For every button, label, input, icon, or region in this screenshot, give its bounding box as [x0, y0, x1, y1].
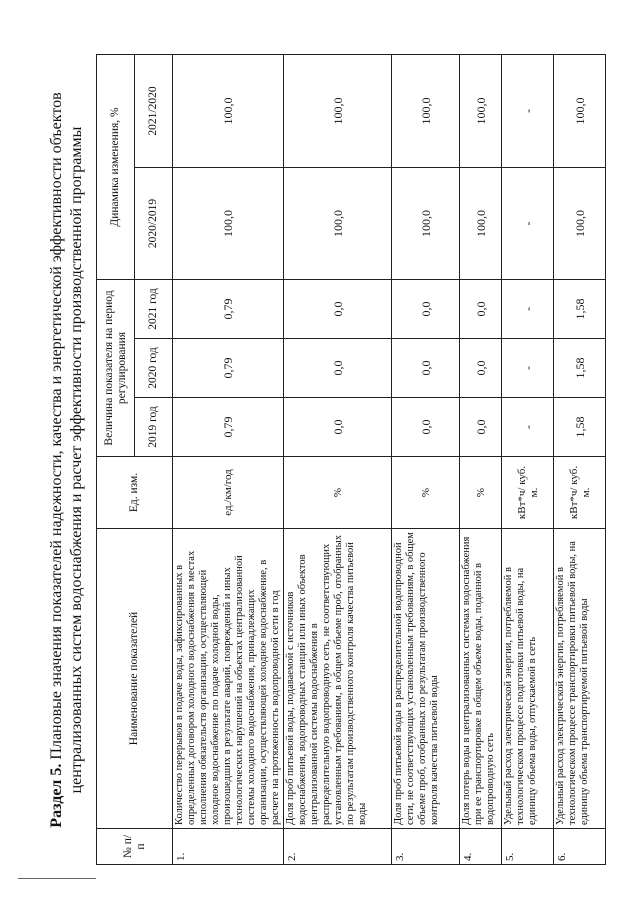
row-value-2020: 0,0: [392, 339, 460, 398]
header-year-2021: 2021 год: [135, 280, 173, 339]
row-value-2020: 1,58: [554, 339, 606, 398]
row-unit: %: [392, 457, 460, 529]
header-dyn-2021-2020: 2021/2020: [135, 55, 173, 168]
row-unit: %: [460, 457, 502, 529]
section-title-line2: централизованных систем водоснабжения и расчет эффективности производственной программы: [68, 126, 85, 794]
row-value-2019: 0,0: [284, 398, 392, 457]
table-row: [460, 55, 502, 865]
row-value-2019: 0,79: [173, 398, 284, 457]
table-row: [173, 55, 284, 865]
row-dyn-2021-2020: -: [502, 55, 554, 168]
table-row: [392, 55, 460, 865]
header-no: № п/п: [97, 829, 173, 865]
row-value-2020: 0,0: [284, 339, 392, 398]
row-number: 6.: [554, 829, 606, 865]
indicators-table: [96, 54, 606, 865]
row-unit: кВт*ч/ куб. м.: [502, 457, 554, 529]
row-name: Удельный расход электрической энергии, потребляемой в технологическом процессе транспортировки питьевой воды, на единицу объема транспортируемой питьевой воды: [554, 529, 606, 829]
row-dyn-2021-2020: 100,0: [173, 55, 284, 168]
row-number: 4.: [460, 829, 502, 865]
row-dyn-2021-2020: 100,0: [284, 55, 392, 168]
rotated-sheet: [40, 55, 600, 865]
section-number: Раздел 5.: [48, 763, 65, 828]
row-value-2021: -: [502, 280, 554, 339]
header-year-2020: 2020 год: [135, 339, 173, 398]
row-number: 3.: [392, 829, 460, 865]
section-title: [48, 55, 66, 865]
row-number: 2.: [284, 829, 392, 865]
row-number: 1.: [173, 829, 284, 865]
row-value-2019: 0,0: [460, 398, 502, 457]
row-value-2020: 0,0: [460, 339, 502, 398]
row-name: Количество перерывов в подаче воды, зафиксированных в определенных договором холодного водоснабжения в местах исполнения обязательств организации, осуществляющей холодное водоснабжение по подаче холодной воды, произошедших в результате аварий, повреждений и иных технологических нарушений на объектах централизованной системы холодного водоснабжения, принадлежащих организации, осуществляющей холодное водоснабжение, в расчете на протяженность водопроводной сети в год: [173, 529, 284, 829]
row-dyn-2020-2019: -: [502, 168, 554, 280]
row-unit: ед./км/год: [173, 457, 284, 529]
header-unit: Ед. изм.: [97, 457, 173, 529]
row-dyn-2021-2020: 100,0: [392, 55, 460, 168]
row-name: Доля проб питьевой воды в распределительной водопроводной сети, не соответствующих установленным требованиям, в общем объеме проб, отобранных по результатам производственного контроля качества питьевой воды: [392, 529, 460, 829]
row-value-2021: 0,79: [173, 280, 284, 339]
header-name: Наименование показателей: [97, 529, 173, 829]
row-dyn-2021-2020: 100,0: [460, 55, 502, 168]
header-dyn-2020-2019: 2020/2019: [135, 168, 173, 280]
table-row: [284, 55, 392, 865]
row-name: Доля потерь воды в централизованных системах водоснабжения при ее транспортировке в общем объеме воды, поданной в водопроводную сеть: [460, 529, 502, 829]
row-value-2021: 0,0: [460, 280, 502, 339]
row-dyn-2020-2019: 100,0: [173, 168, 284, 280]
row-value-2019: 0,0: [392, 398, 460, 457]
row-value-2021: 0,0: [284, 280, 392, 339]
row-value-2021: 0,0: [392, 280, 460, 339]
row-dyn-2020-2019: 100,0: [460, 168, 502, 280]
row-value-2020: 0,79: [173, 339, 284, 398]
footnote-separator: [18, 878, 96, 879]
section-title-text: Плановые значения показателей надежности, качества и энергетической эффективности объектов: [48, 92, 65, 760]
row-value-2020: -: [502, 339, 554, 398]
row-number: 5.: [502, 829, 554, 865]
row-unit: %: [284, 457, 392, 529]
row-name: Доля проб питьевой воды, подаваемой с источников водоснабжения, водопроводных станций или иных объектов централизованной системы водоснабжения в распределительную водопроводную сеть, не соответствующих установленным требованиям, в общем объеме проб, отобранных по результатам производственного контроля качества питьевой воды: [284, 529, 392, 829]
table-row: [502, 55, 554, 865]
row-value-2019: -: [502, 398, 554, 457]
row-unit: кВт*ч/ куб. м.: [554, 457, 606, 529]
table-row: [554, 55, 606, 865]
row-dyn-2020-2019: 100,0: [284, 168, 392, 280]
header-values-group: Величина показателя на период регулирования: [97, 280, 135, 457]
row-value-2019: 1,58: [554, 398, 606, 457]
header-dynamics-group: Динамика изменения, %: [97, 55, 135, 280]
header-year-2019: 2019 год: [135, 398, 173, 457]
row-dyn-2020-2019: 100,0: [392, 168, 460, 280]
header-row-1: [97, 55, 135, 865]
row-name: Удельный расход электрической энергии, потребляемой в технологическом процессе подготовки питьевой воды, на единицу объема воды, отпускаемой в сеть: [502, 529, 554, 829]
row-dyn-2021-2020: 100,0: [554, 55, 606, 168]
row-dyn-2020-2019: 100,0: [554, 168, 606, 280]
row-value-2021: 1,58: [554, 280, 606, 339]
